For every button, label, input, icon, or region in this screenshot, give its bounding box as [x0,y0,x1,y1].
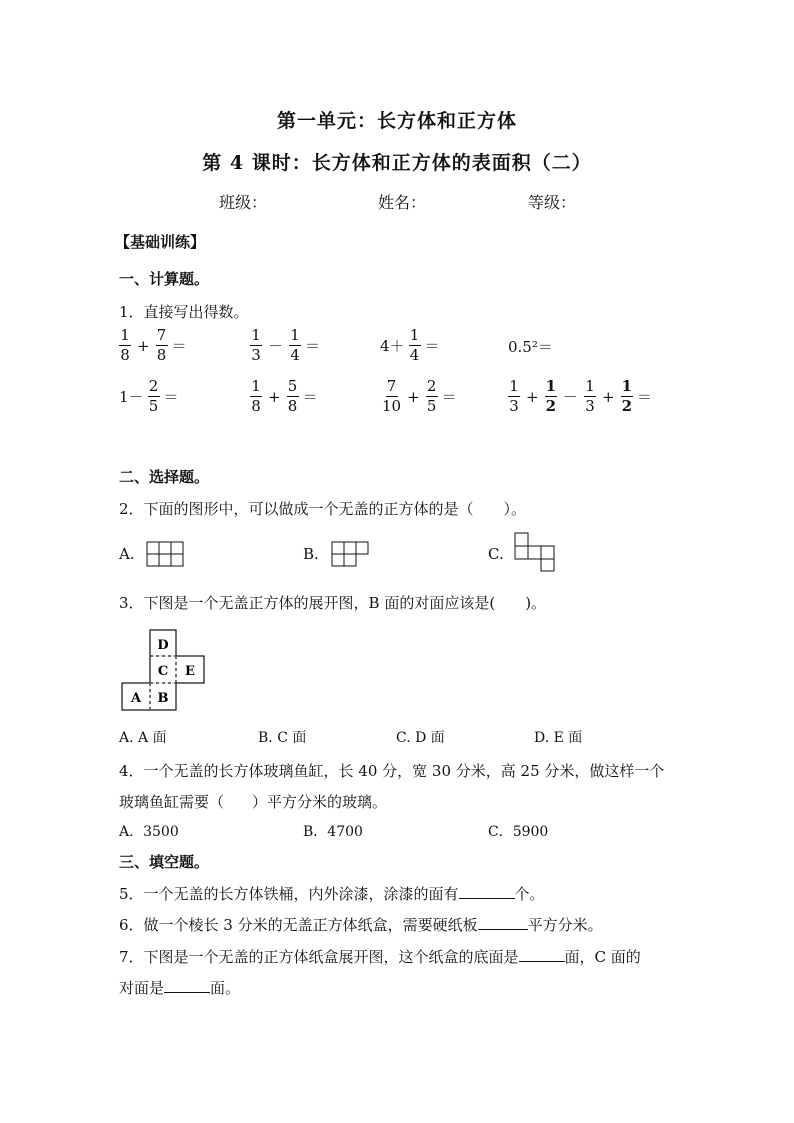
q1-stem: 1．直接写出得数。 [119,303,249,321]
q4-line-1: 4．一个无盖的长方体玻璃鱼缸，长 40 分，宽 30 分米，高 25 分米，做这样一个 [119,762,665,780]
label-d: D [157,638,169,653]
lesson-title: 第 4 课时：长方体和正方体的表面积（二） [202,152,592,174]
q7-opposite-blank[interactable] [164,978,210,993]
q2-stem: 2．下面的图形中，可以做成一个无盖的正方体的是（ ）。 [119,500,527,518]
q3-option-b: B. C 面 [258,730,307,746]
name-label: 姓名： [378,193,427,212]
q2-option-c-label: C. [488,545,504,563]
q1-expr-2: $\frac{1}{3}$ － $\frac{1}{4}$ ＝ [251,326,321,364]
q1-expr-8: $\frac{1}{3}$ + $\frac{1}{2}$ － $\frac{1}{3}$ + $\frac{1}{2}$ ＝ [509,377,653,415]
q4-option-a: A．3500 [119,824,179,840]
fill-heading: 三、填空题。 [119,853,210,871]
class-label: 班级： [219,193,268,212]
fraction: $\frac{2}{5}$ [148,377,159,415]
label-b: B [157,691,169,706]
fraction: $\frac{1}{3}$ [251,326,261,364]
fraction: $\frac{1}{4}$ [290,326,300,364]
q1-expr-4: 0.5²＝ [508,338,553,356]
q4-option-b: B．4700 [303,824,363,840]
q5: 5．一个无盖的长方体铁桶，内外涂漆，涂漆的面有 个。 [119,885,545,903]
q1-expr-5: 1－ $\frac{2}{5}$ ＝ [119,377,179,415]
q2-option-c-net [514,532,556,572]
q3-stem: 3．下图是一个无盖正方体的展开图，B 面的对面应该是( )。 [119,594,547,612]
fraction: $\frac{5}{8}$ [287,377,298,415]
fraction: $\frac{7}{10}$ [382,377,402,415]
q5-answer-blank[interactable] [459,884,515,899]
q7-line-2: 对面是 面。 [119,979,241,997]
q2-option-b-net [331,541,371,567]
q3-option-d: D. E 面 [534,730,583,746]
calc-heading: 一、计算题。 [119,270,210,288]
q1-expr-6: $\frac{1}{8}$ + $\frac{5}{8}$ ＝ [251,377,318,415]
label-e: E [185,664,195,679]
fraction: $\frac{1}{3}$ [509,377,519,415]
fraction: $\frac{1}{4}$ [409,326,420,364]
grade-label: 等级： [528,193,577,212]
q3-option-a: A. A 面 [119,730,167,746]
q4-line-2: 玻璃鱼缸需要（ ）平方分米的玻璃。 [119,793,388,811]
q3-net-figure [120,628,208,712]
fraction: $\frac{1}{3}$ [585,377,595,415]
fraction: $\frac{1}{2}$ [545,377,557,415]
choice-heading: 二、选择题。 [119,468,210,486]
label-c: C [157,664,169,679]
fraction: $\frac{1}{8}$ [251,377,261,415]
q3-option-c: C. D 面 [396,730,445,746]
q2-option-b-label: B. [303,545,319,563]
q2-option-a-label: A. [119,545,135,563]
fraction: $\frac{2}{5}$ [426,377,437,415]
training-heading: 【基础训练】 [115,233,206,251]
q1-expr-7: $\frac{7}{10}$ + $\frac{2}{5}$ ＝ [382,377,457,415]
q1-expr-1: $\frac{1}{8}$ + $\frac{7}{8}$ ＝ [120,326,187,364]
q7-line-1: 7．下图是一个无盖的正方体纸盒展开图，这个纸盒的底面是 面，C 面的 [119,948,641,966]
q4-option-c: C．5900 [488,824,549,840]
q1-expr-3: 4＋ $\frac{1}{4}$ ＝ [380,326,440,364]
q6-answer-blank[interactable] [478,915,528,930]
fraction: $\frac{1}{2}$ [621,377,633,415]
q6: 6．做一个棱长 3 分米的无盖正方体纸盒，需要硬纸板 平方分米。 [119,916,603,934]
label-a: A [130,691,142,706]
q7-bottom-blank[interactable] [519,947,565,962]
fraction: $\frac{7}{8}$ [156,326,167,364]
unit-title: 第一单元：长方体和正方体 [276,110,517,132]
q2-option-a-net [146,541,186,567]
fraction: $\frac{1}{8}$ [120,326,130,364]
